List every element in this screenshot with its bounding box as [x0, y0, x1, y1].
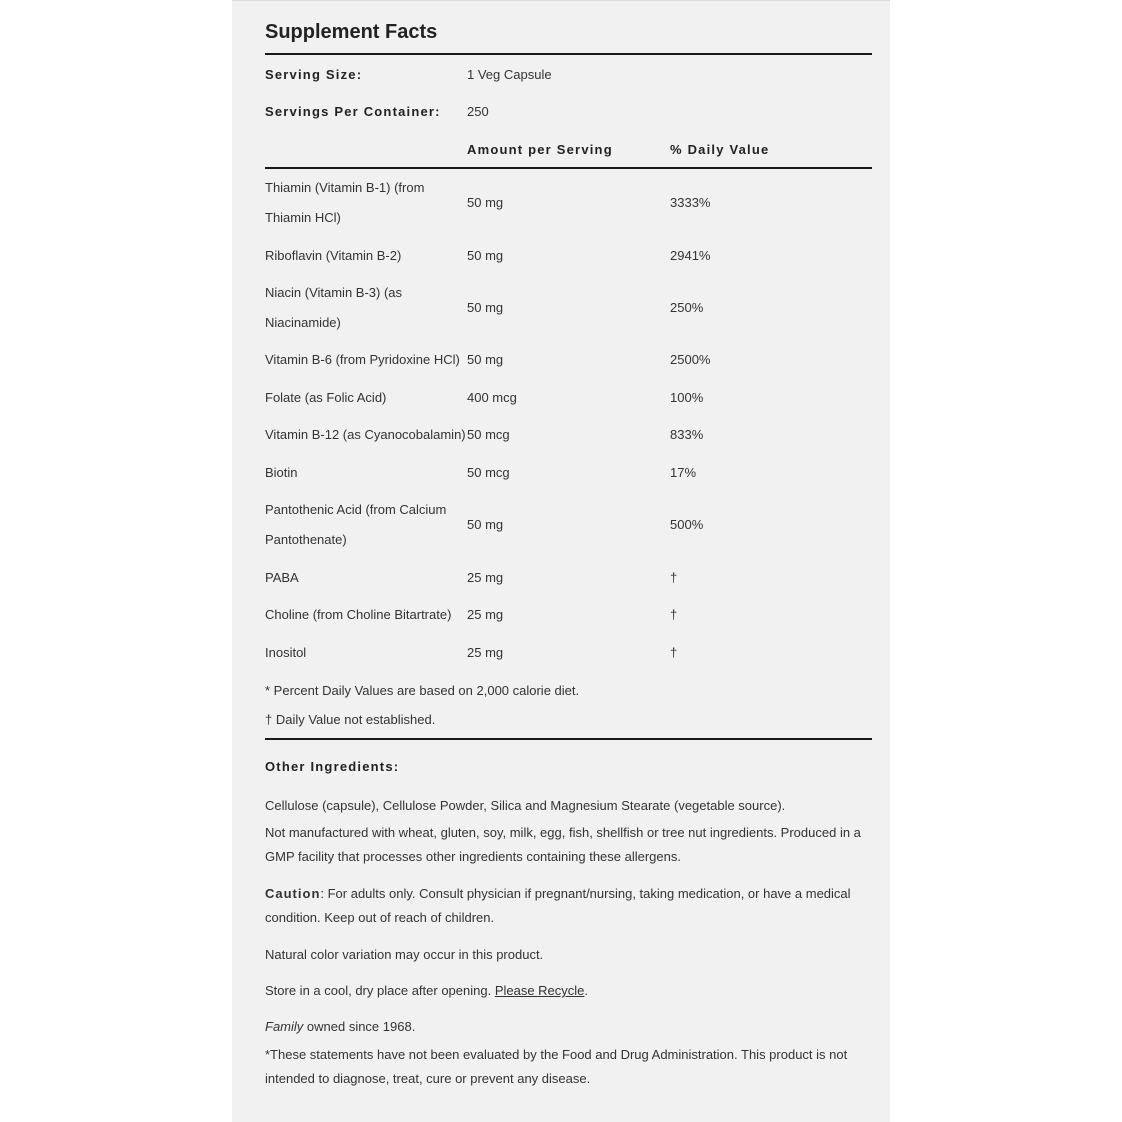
nutrient-amount: 50 mcg — [467, 427, 510, 442]
nutrient-name: Vitamin B-6 (from Pyridoxine HCl) — [265, 352, 460, 367]
family-text: owned since 1968. — [303, 1019, 416, 1034]
nutrient-daily-value: † — [670, 645, 678, 660]
family-italic: Family — [265, 1019, 304, 1034]
nutrient-amount: 25 mg — [467, 645, 504, 660]
daily-value-header: % Daily Value — [670, 142, 770, 157]
storage-text: Store in a cool, dry place after opening. — [265, 983, 495, 998]
serving-size-value: 1 Veg Capsule — [467, 67, 552, 82]
nutrient-daily-value: 100% — [670, 390, 704, 405]
please-recycle-link[interactable]: Please Recycle — [494, 983, 585, 998]
footnote-divider — [265, 738, 872, 740]
nutrient-daily-value: 2500% — [670, 352, 711, 367]
nutrient-amount: 25 mg — [467, 607, 504, 622]
nutrient-name: Inositol — [265, 645, 307, 660]
percent-daily-value-footnote: * Percent Daily Values are based on 2,000 calorie diet. — [265, 683, 580, 698]
servings-per-container-value: 250 — [467, 104, 489, 119]
supplement-facts-panel — [232, 0, 890, 1122]
nutrient-name: Riboflavin (Vitamin B-2) — [265, 248, 402, 263]
serving-size-label: Serving Size: — [265, 67, 363, 82]
nutrient-daily-value: 500% — [670, 517, 704, 532]
allergen-statement: Not manufactured with wheat, gluten, soy, milk, egg, fish, shellfish or tree nut ingredients. Produced in a GMP facility that processes other ingredients containing these allergens. — [265, 825, 861, 865]
table-header-divider — [265, 167, 872, 169]
caution-label: Caution — [265, 886, 321, 901]
nutrient-name: Thiamin (Vitamin B-1) (from Thiamin HCl) — [265, 180, 425, 225]
nutrient-name: Folate (as Folic Acid) — [265, 390, 387, 405]
nutrient-amount: 50 mg — [467, 195, 504, 210]
other-ingredients-label: Other Ingredients: — [265, 759, 400, 774]
nutrient-daily-value: 3333% — [670, 195, 711, 210]
dagger-footnote: † Daily Value not established. — [265, 712, 436, 727]
nutrient-amount: 400 mcg — [467, 390, 517, 405]
caution-text: : For adults only. Consult physician if pregnant/nursing, taking medication, or have a medical condition. Keep out of reach of children. — [265, 886, 851, 926]
nutrient-name: Niacin (Vitamin B-3) (as Niacinamide) — [265, 285, 403, 330]
servings-per-container-label: Servings Per Container: — [265, 104, 441, 119]
storage-note — [265, 983, 588, 998]
title-divider — [265, 53, 872, 55]
nutrient-amount: 50 mg — [467, 352, 504, 367]
nutrient-name: Vitamin B-12 (as Cyanocobalamin) — [265, 427, 466, 442]
other-ingredients-text: Cellulose (capsule), Cellulose Powder, Silica and Magnesium Stearate (vegetable source). — [265, 798, 786, 813]
nutrient-amount: 50 mcg — [467, 465, 510, 480]
caution-statement — [265, 882, 872, 931]
nutrient-name: Pantothenic Acid (from Calcium Pantothenate) — [265, 502, 447, 547]
nutrient-daily-value: 17% — [670, 465, 697, 480]
nutrient-daily-value: 250% — [670, 300, 704, 315]
nutrient-daily-value: † — [670, 607, 678, 622]
color-variation-note: Natural color variation may occur in this product. — [265, 947, 544, 962]
storage-end: . — [584, 983, 589, 998]
nutrient-name: PABA — [265, 570, 299, 585]
nutrient-amount: 50 mg — [467, 517, 504, 532]
nutrient-daily-value: † — [670, 570, 678, 585]
amount-per-serving-header: Amount per Serving — [467, 142, 613, 157]
nutrient-amount: 25 mg — [467, 570, 504, 585]
nutrient-name: Biotin — [265, 465, 298, 480]
nutrient-daily-value: 2941% — [670, 248, 711, 263]
family-owned-note — [265, 1019, 415, 1034]
nutrient-name: Choline (from Choline Bitartrate) — [265, 607, 452, 622]
nutrient-amount: 50 mg — [467, 300, 504, 315]
nutrient-daily-value: 833% — [670, 427, 704, 442]
nutrient-amount: 50 mg — [467, 248, 504, 263]
fda-disclaimer: *These statements have not been evaluated by the Food and Drug Administration. This product is not intended to diagnose, treat, cure or prevent any disease. — [265, 1047, 848, 1087]
page-title: Supplement Facts — [265, 21, 438, 43]
